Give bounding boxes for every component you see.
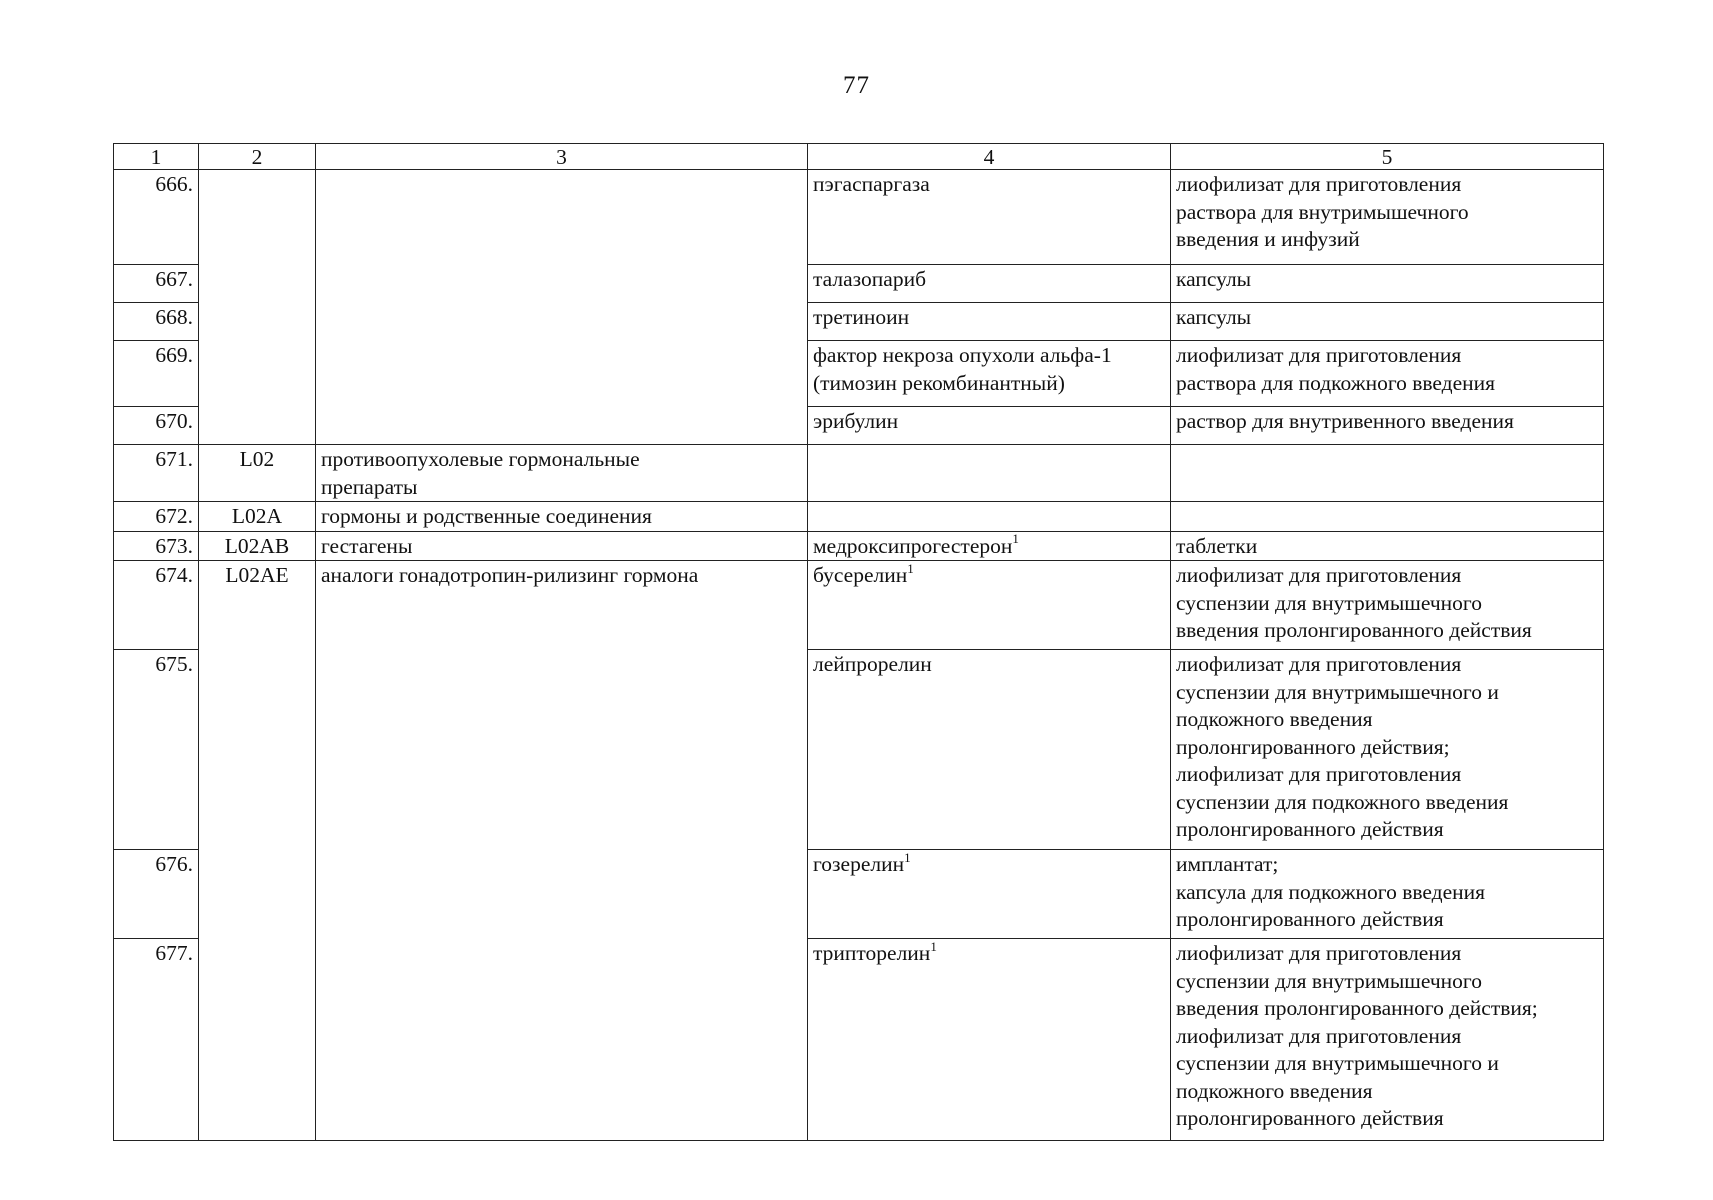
drug-name-empty [808,445,1171,502]
dosage-form: лиофилизат для приготовления суспензии для внутримышечного и подкожного введения пролонгированного действия; лиофилизат для приготовления суспензии для подкожного введения пролонгированного действия [1171,650,1604,850]
dosage-form: лиофилизат для приготовления суспензии для внутримышечного введения пролонгированного действия; лиофилизат для приготовления суспензии для внутримышечного и подкожного введения пролонгированного действия [1171,939,1604,1141]
medication-table [113,143,1604,1141]
dosage-form: лиофилизат для приготовления раствора для подкожного введения [1171,341,1604,407]
row-number: 674. [114,561,199,650]
row-number: 676. [114,850,199,939]
dosage-form: капсулы [1171,303,1604,341]
drug-name: эрибулин [808,407,1171,445]
column-header: 4 [808,144,1171,170]
atc-code-cell [199,170,316,445]
row-number: 666. [114,170,199,265]
drug-name: талазопариб [808,265,1171,303]
group-cell [316,170,808,445]
atc-code: L02AE [199,561,316,1141]
row-number: 677. [114,939,199,1141]
drug-name: фактор некроза опухоли альфа-1 (тимозин рекомбинантный) [808,341,1171,407]
drug-name-empty [808,502,1171,532]
table-header [114,144,1604,170]
drug-name: пэгаспаргаза [808,170,1171,265]
table-row [114,561,1604,650]
atc-code: L02 [199,445,316,502]
column-header: 1 [114,144,199,170]
table-row [114,531,1604,561]
column-header: 3 [316,144,808,170]
group-name: противоопухолевые гормональные препараты [316,445,808,502]
drug-name: трипторелин$^1$ [808,939,1171,1141]
dosage-form: лиофилизат для приготовления суспензии для внутримышечного введения пролонгированного действия [1171,561,1604,650]
page-number: 77 [843,72,870,99]
dosage-form: капсулы [1171,265,1604,303]
row-number: 669. [114,341,199,407]
row-number: 670. [114,407,199,445]
drug-name: третиноин [808,303,1171,341]
drug-name: лейпрорелин [808,650,1171,850]
row-number: 672. [114,502,199,532]
row-number: 675. [114,650,199,850]
column-header: 5 [1171,144,1604,170]
row-number: 673. [114,531,199,561]
drug-name: бусерелин$^1$ [808,561,1171,650]
atc-code: L02AB [199,531,316,561]
drug-name: медроксипрогестерон$^1$ [808,531,1171,561]
dosage-form-empty [1171,502,1604,532]
dosage-form: раствор для внутривенного введения [1171,407,1604,445]
table-row [114,502,1604,532]
row-number: 668. [114,303,199,341]
dosage-form: имплантат; капсула для подкожного введения пролонгированного действия [1171,850,1604,939]
atc-code: L02A [199,502,316,532]
row-number: 667. [114,265,199,303]
column-header: 2 [199,144,316,170]
dosage-form-empty [1171,445,1604,502]
row-number: 671. [114,445,199,502]
table-row [114,445,1604,502]
group-name: гормоны и родственные соединения [316,502,808,532]
table-row [114,170,1604,265]
drug-name: гозерелин$^1$ [808,850,1171,939]
group-name: гестагены [316,531,808,561]
group-name: аналоги гонадотропин-рилизинг гормона [316,561,808,1141]
dosage-form: лиофилизат для приготовления раствора для внутримышечного введения и инфузий [1171,170,1604,265]
dosage-form: таблетки [1171,531,1604,561]
